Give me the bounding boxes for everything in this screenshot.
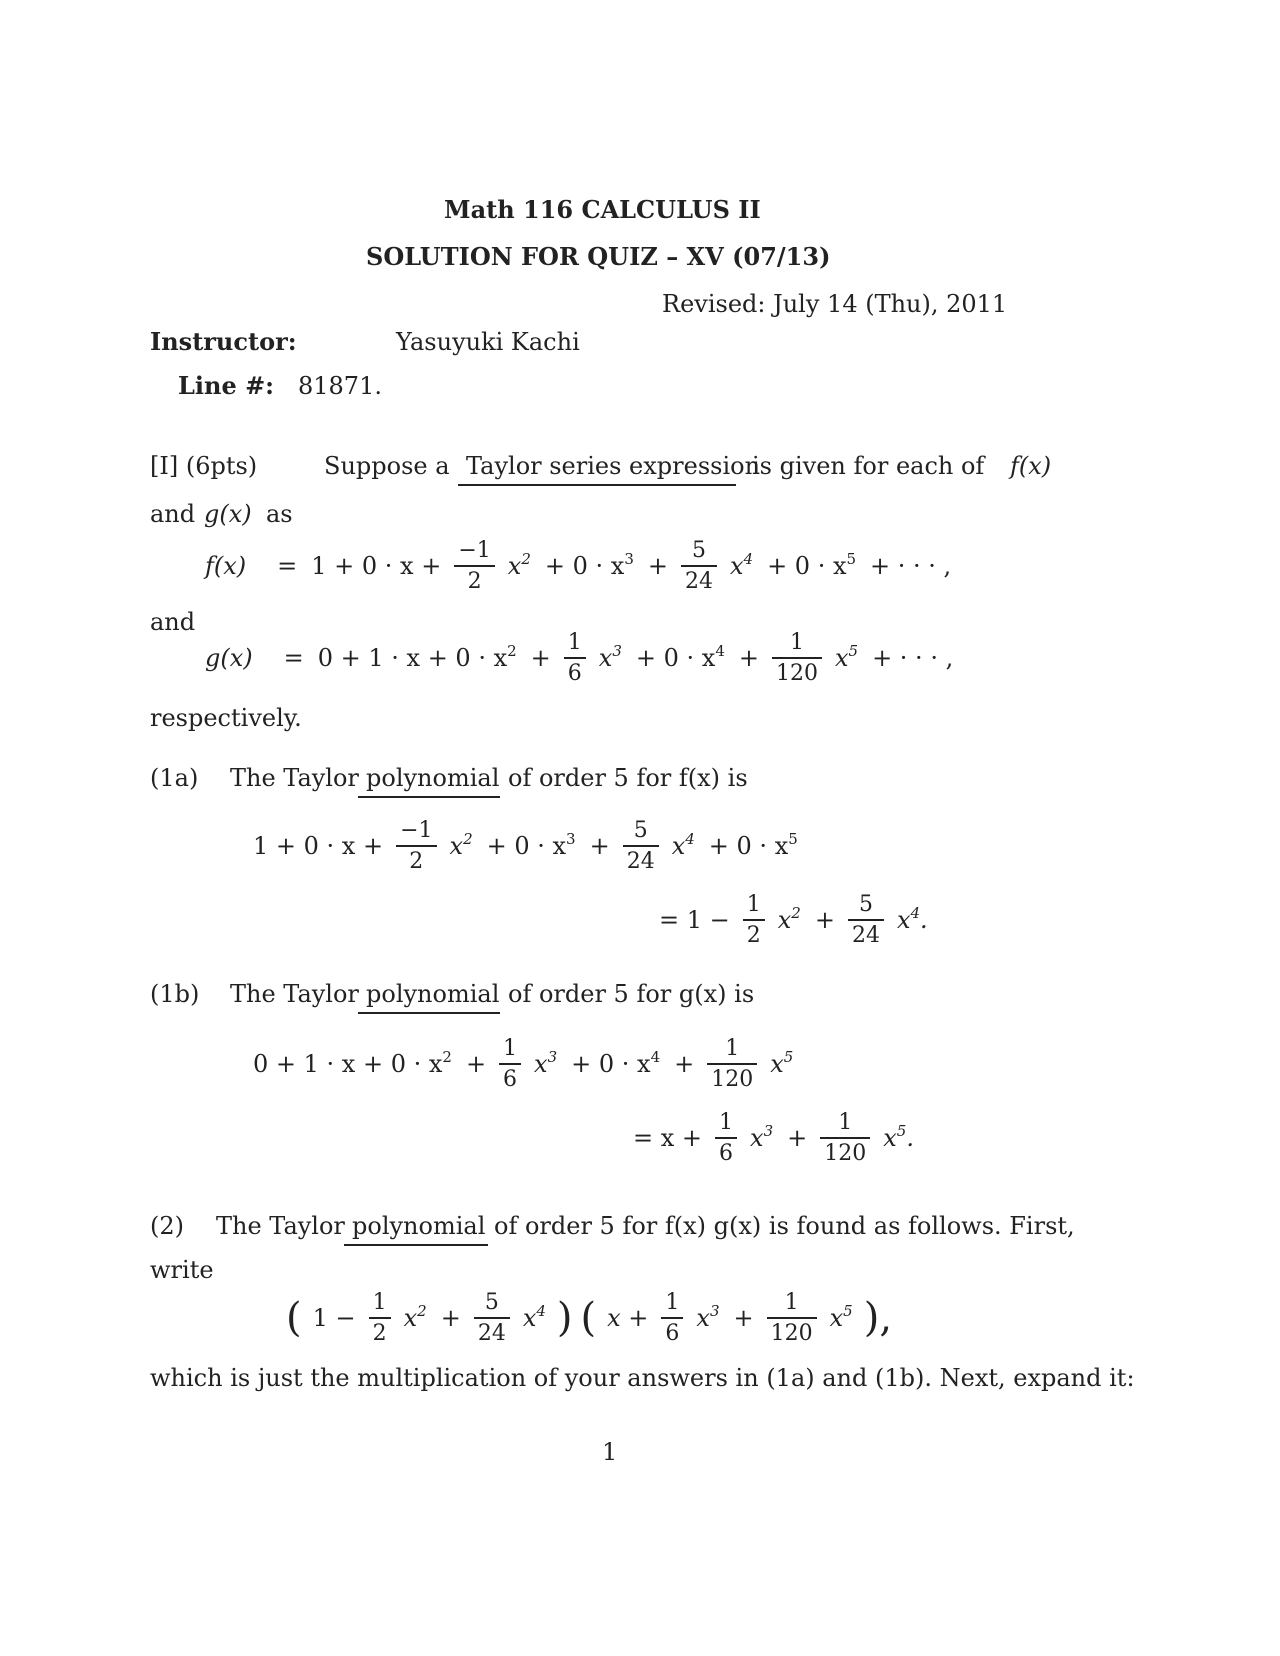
g-series-term-3-exp: 3 xyxy=(612,642,622,661)
part-1a-l1-f-exp: 5 xyxy=(788,830,798,849)
part-2-prod-b: x xyxy=(403,1304,418,1333)
part-1a-l2-a: = 1 − xyxy=(659,906,730,935)
part-1a-line-2 xyxy=(652,892,928,949)
part-2-product xyxy=(282,1290,896,1347)
f-series-frac2-num: 5 xyxy=(691,538,706,563)
g-series-equation xyxy=(198,630,960,687)
part-1b-l1-c: x xyxy=(534,1050,548,1079)
part-1b-l2-c: + xyxy=(787,1124,808,1153)
title-line-1: Math 116 CALCULUS II xyxy=(444,195,761,224)
part-1b-line-1 xyxy=(246,1036,800,1093)
part-2-frac2-den: 24 xyxy=(477,1321,506,1347)
part-1a-l1-c-exp: 3 xyxy=(566,830,576,849)
g-series-term-2: + xyxy=(530,644,551,673)
part-2-text-1: The Taylor xyxy=(216,1212,345,1240)
part-1a-l1-d: + xyxy=(589,832,610,861)
part-1a-l1-frac2-den: 24 xyxy=(626,849,655,875)
part-1b-l2-frac1 xyxy=(715,1110,737,1167)
f-series-fraction-1 xyxy=(454,538,494,595)
underlined-taylor-series-expression: Taylor series expression xyxy=(458,454,736,486)
part-1b-l1-frac2-den: 120 xyxy=(711,1067,754,1093)
g-series-term-4-exp: 4 xyxy=(715,642,725,661)
part-2-prod-a: 1 − xyxy=(312,1304,356,1333)
part-2-frac2-num: 5 xyxy=(484,1290,499,1315)
part-1b-l2-a: = x + xyxy=(633,1124,703,1153)
part-1b-l1-a-exp: 2 xyxy=(442,1048,452,1067)
f-series-term-5-exp: 4 xyxy=(743,550,754,569)
part-1a-l2-frac2-den: 24 xyxy=(851,923,880,949)
part-1b-l2-frac2-num: 1 xyxy=(838,1110,853,1135)
part-1a-label: (1a) xyxy=(150,764,199,792)
part-2-prod-d-exp: 4 xyxy=(536,1302,546,1321)
part-2-frac3 xyxy=(661,1290,683,1347)
part-2-prod-h-exp: 5 xyxy=(843,1302,853,1321)
part-1a-l2-d: x xyxy=(896,906,911,935)
part-2-frac3-den: 6 xyxy=(665,1321,680,1347)
part-1b-underlined-polynomial: polynomial xyxy=(358,982,500,1014)
f-series-frac1-den: 2 xyxy=(467,569,482,595)
part-1b-l2-d-exp: 5 xyxy=(896,1122,907,1141)
g-series-term-1-exp: 2 xyxy=(507,642,517,661)
g-series-frac2-num: 1 xyxy=(789,630,804,655)
part-1b-l1-a: 0 + 1 · x + 0 · x xyxy=(253,1050,443,1079)
part-2-prod-c: + xyxy=(440,1304,461,1333)
g-series-frac1-num: 1 xyxy=(567,630,582,655)
part-2-prod-d: x xyxy=(522,1304,537,1333)
part-1a-l2-end: . xyxy=(920,906,928,935)
f-series-equals: = xyxy=(277,552,298,581)
part-1b-l2-d: x xyxy=(883,1124,897,1153)
g-series-term-3: x xyxy=(598,644,613,673)
problem-label: [I] (6pts) xyxy=(150,452,258,480)
problem-text-and: and xyxy=(150,500,196,528)
part-2-text-2: of order 5 for f(x) g(x) is found as follows. First, xyxy=(494,1212,1075,1240)
f-series-term-6-exp: 5 xyxy=(846,550,857,569)
part-1a-l1-frac1-den: 2 xyxy=(409,849,424,875)
respectively-word: respectively. xyxy=(150,704,302,732)
f-series-equation xyxy=(198,538,958,595)
f-series-term-2-exp: 2 xyxy=(521,550,531,569)
f-series-term-5: x xyxy=(729,552,744,581)
part-1a-text-2: of order 5 for f(x) is xyxy=(508,764,748,792)
part-1b-l2-b-exp: 3 xyxy=(763,1122,774,1141)
g-series-lhs: g(x) xyxy=(205,644,253,673)
part-1b-l2-frac1-num: 1 xyxy=(719,1110,734,1135)
g-series-term-6-exp: 5 xyxy=(848,642,859,661)
part-1b-l1-frac1 xyxy=(499,1036,521,1093)
part-2-prod-h: x xyxy=(829,1304,844,1333)
f-series-term-4: + xyxy=(647,552,668,581)
g-series-term-6: x xyxy=(834,644,849,673)
problem-f-of-x: f(x) xyxy=(1010,452,1052,480)
f-series-term-1: 1 + 0 · x + xyxy=(311,552,442,581)
part-1a-l2-frac1-den: 2 xyxy=(746,923,761,949)
part-1a-l2-frac2 xyxy=(848,892,884,949)
part-1b-l1-frac2 xyxy=(707,1036,757,1093)
part-1b-l1-d-exp: 4 xyxy=(650,1048,661,1067)
g-series-term-5: + xyxy=(738,644,759,673)
part-1b-l2-frac1-den: 6 xyxy=(719,1141,734,1167)
g-series-frac1-den: 6 xyxy=(567,661,582,687)
instructor-label: Instructor: xyxy=(150,327,297,356)
part-1b-l2-frac2 xyxy=(820,1110,870,1167)
f-series-term-3-exp: 3 xyxy=(624,550,634,569)
part-1a-l2-frac2-num: 5 xyxy=(858,892,873,917)
part-1a-underlined-polynomial: polynomial xyxy=(358,766,500,798)
part-1a-l1-frac2 xyxy=(623,818,659,875)
f-series-term-6: + 0 · x xyxy=(767,552,847,581)
revised-date: Revised: July 14 (Thu), 2011 xyxy=(662,290,1008,318)
part-2-frac1-den: 2 xyxy=(372,1321,387,1347)
part-1b-l1-frac1-num: 1 xyxy=(503,1036,518,1061)
f-series-fraction-2 xyxy=(681,538,717,595)
part-1b-l1-frac1-den: 6 xyxy=(503,1067,518,1093)
part-2-frac3-num: 1 xyxy=(665,1290,680,1315)
part-2-write: write xyxy=(150,1256,214,1284)
f-series-frac1-num: −1 xyxy=(458,538,491,563)
part-1a-l2-c: + xyxy=(814,906,835,935)
part-1a-l1-frac1 xyxy=(396,818,436,875)
part-1a-l1-frac2-num: 5 xyxy=(633,818,648,843)
part-1a-text-1: The Taylor xyxy=(230,764,359,792)
part-1a-l1-a: 1 + 0 · x + xyxy=(253,832,384,861)
part-1a-l2-frac1-num: 1 xyxy=(746,892,761,917)
f-series-frac2-den: 24 xyxy=(684,569,713,595)
part-2-open-paren-2: ( xyxy=(580,1295,597,1342)
part-1a-l2-frac1 xyxy=(743,892,765,949)
part-1b-l1-b: + xyxy=(465,1050,487,1079)
part-2-prod-e: x + xyxy=(607,1304,649,1333)
part-2-open-paren-1: ( xyxy=(286,1295,302,1342)
part-1b-label: (1b) xyxy=(150,980,200,1008)
part-1b-l2-end: . xyxy=(906,1124,914,1153)
problem-g-of-x: g(x) xyxy=(204,500,252,528)
part-1a-l1-f: + 0 · x xyxy=(708,832,789,861)
f-series-term-7: + · · · , xyxy=(870,552,952,581)
problem-text-suppose: Suppose a xyxy=(324,452,450,480)
part-2-frac1-num: 1 xyxy=(372,1290,387,1315)
part-2-underlined-polynomial: polynomial xyxy=(344,1214,488,1246)
part-2-close-paren-1: ) xyxy=(556,1295,573,1342)
part-2-close-paren-2: ), xyxy=(863,1295,893,1342)
part-1a-l1-e-exp: 4 xyxy=(685,830,695,849)
g-series-equals: = xyxy=(283,644,304,673)
part-2-prod-f: x xyxy=(696,1304,710,1333)
page-number: 1 xyxy=(602,1438,618,1466)
part-2-prod-g: + xyxy=(733,1304,754,1333)
part-1b-l1-f-exp: 5 xyxy=(783,1048,794,1067)
g-series-fraction-2 xyxy=(772,630,822,687)
part-1a-line-1 xyxy=(246,818,805,875)
part-2-frac4-num: 1 xyxy=(784,1290,799,1315)
part-1a-l1-b-exp: 2 xyxy=(463,830,473,849)
part-1a-l1-c: + 0 · x xyxy=(486,832,567,861)
part-2-closing-sentence: which is just the multiplication of your answers in (1a) and (1b). Next, expand it: xyxy=(150,1364,1135,1392)
part-1a-l1-e: x xyxy=(671,832,686,861)
part-1a-l2-d-exp: 4 xyxy=(910,904,921,923)
part-1b-l1-f: x xyxy=(770,1050,784,1079)
part-1b-l1-c-exp: 3 xyxy=(547,1048,558,1067)
line-number-label: Line #: xyxy=(178,371,275,400)
part-1a-l1-b: x xyxy=(449,832,464,861)
part-1b-l2-b: x xyxy=(750,1124,764,1153)
part-2-frac1 xyxy=(369,1290,391,1347)
f-series-lhs: f(x) xyxy=(205,552,247,581)
instructor-name: Yasuyuki Kachi xyxy=(396,328,580,356)
part-1b-l1-d: + 0 · x xyxy=(571,1050,651,1079)
g-series-fraction-1 xyxy=(564,630,586,687)
f-series-term-3: + 0 · x xyxy=(544,552,625,581)
problem-text-as: as xyxy=(266,500,293,528)
part-1a-l2-b: x xyxy=(777,906,792,935)
g-series-term-7: + · · · , xyxy=(872,644,954,673)
part-2-prod-b-exp: 2 xyxy=(417,1302,427,1321)
g-series-term-1: 0 + 1 · x + 0 · x xyxy=(317,644,508,673)
part-1b-l1-frac2-num: 1 xyxy=(725,1036,740,1061)
title-line-2: SOLUTION FOR QUIZ – XV (07/13) xyxy=(366,242,831,271)
part-2-label: (2) xyxy=(150,1212,184,1240)
part-2-frac2 xyxy=(474,1290,510,1347)
part-1b-text-1: The Taylor xyxy=(230,980,359,1008)
g-series-frac2-den: 120 xyxy=(775,661,818,687)
part-1b-line-2 xyxy=(626,1110,921,1167)
part-2-frac4-den: 120 xyxy=(770,1321,813,1347)
and-word: and xyxy=(150,608,196,636)
part-2-prod-f-exp: 3 xyxy=(709,1302,720,1321)
part-1b-l1-e: + xyxy=(674,1050,695,1079)
line-number-value: 81871. xyxy=(298,372,382,400)
problem-text-given: is given for each of xyxy=(752,452,985,480)
part-1b-text-2: of order 5 for g(x) is xyxy=(508,980,755,1008)
part-2-frac4 xyxy=(767,1290,817,1347)
part-1b-l2-frac2-den: 120 xyxy=(824,1141,867,1167)
f-series-term-2: x xyxy=(507,552,522,581)
part-1a-l2-b-exp: 2 xyxy=(791,904,801,923)
part-1a-l1-frac1-num: −1 xyxy=(400,818,433,843)
g-series-term-4: + 0 · x xyxy=(635,644,716,673)
